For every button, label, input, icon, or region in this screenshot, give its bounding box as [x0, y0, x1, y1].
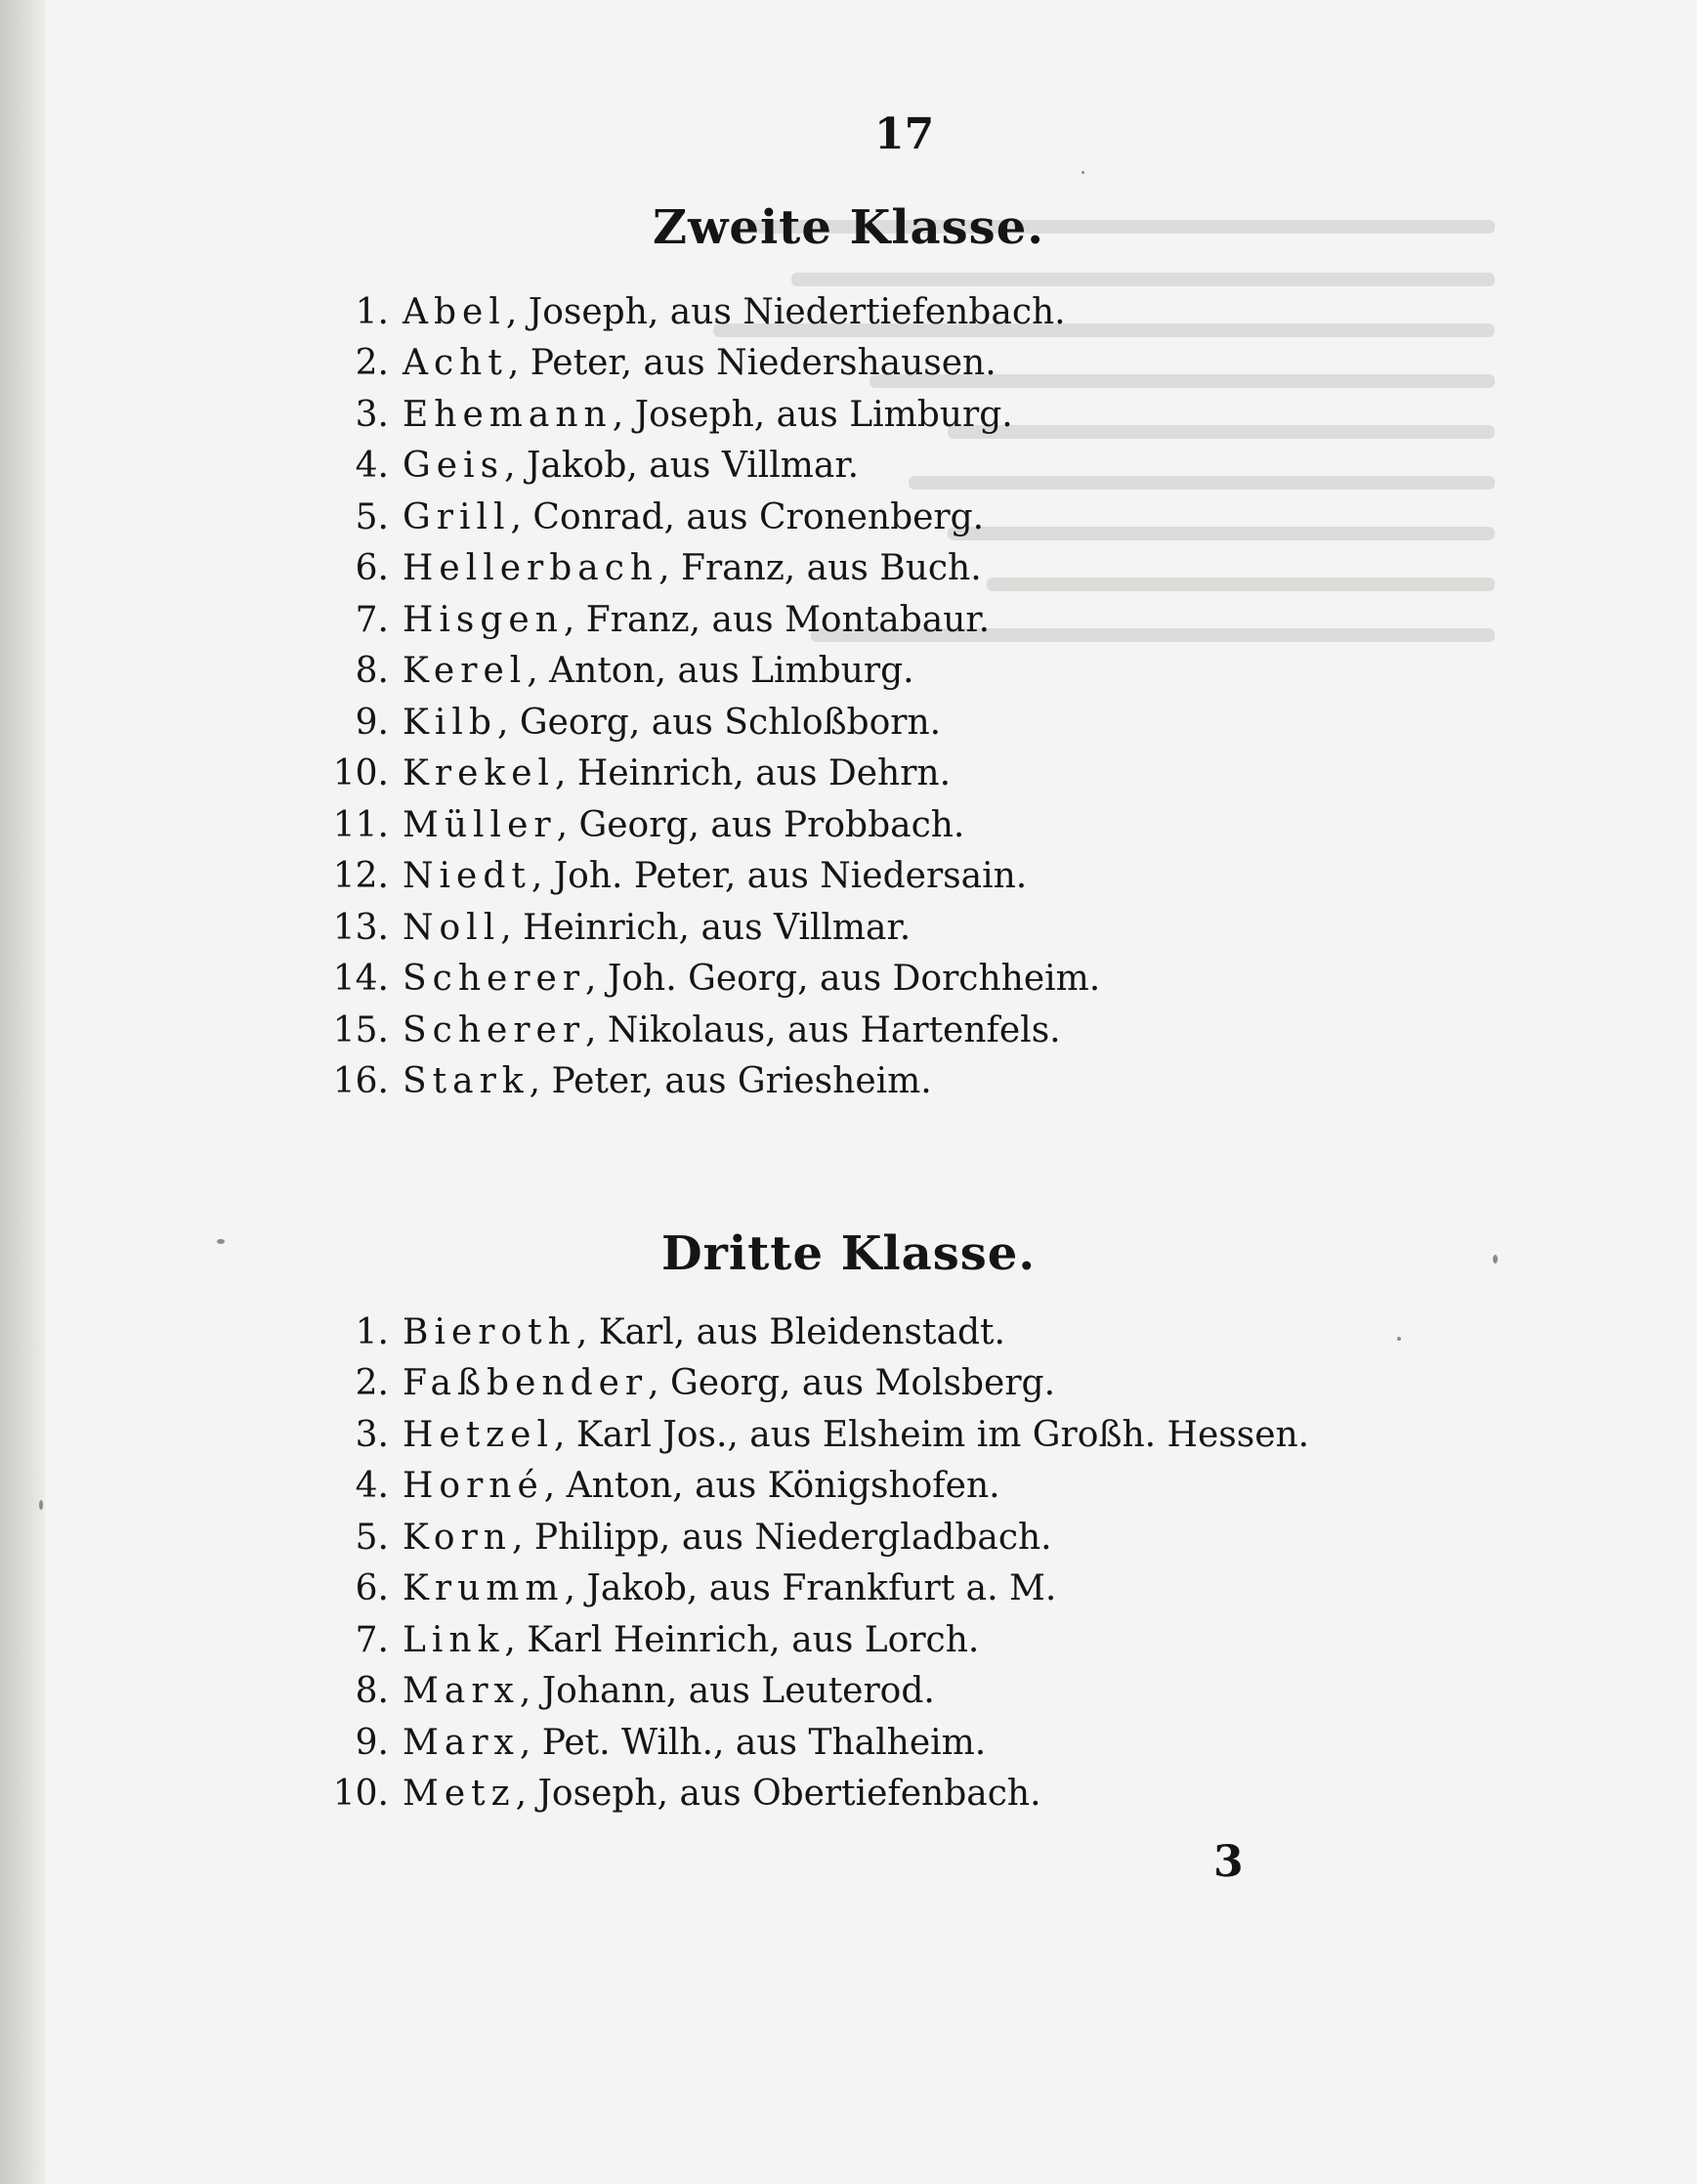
- entry-details: , Johann, aus Leuterod.: [519, 1671, 935, 1712]
- student-list-dritte-klasse: [322, 1306, 1309, 1820]
- list-item: [322, 954, 1100, 1006]
- entry-surname: Hisgen: [403, 599, 564, 640]
- entry-number: 12.: [332, 856, 389, 897]
- entry-surname: Abel: [403, 291, 506, 332]
- paper-speck: [1397, 1337, 1401, 1341]
- list-item: [322, 749, 1100, 800]
- entry-surname: Scherer: [403, 1009, 586, 1050]
- list-item: [322, 1358, 1309, 1410]
- entry-number: 14.: [332, 959, 389, 1000]
- list-item: [322, 1005, 1100, 1056]
- signature-mark: 3: [1213, 1837, 1244, 1887]
- list-item: [322, 1769, 1309, 1820]
- entry-surname: Niedt: [403, 856, 531, 897]
- entry-surname: Marx: [403, 1722, 520, 1763]
- entry-details: , Nikolaus, aus Hartenfels.: [585, 1009, 1061, 1050]
- paper-speck: [217, 1239, 225, 1244]
- entry-number: 8.: [355, 651, 389, 692]
- list-item: [322, 1461, 1309, 1513]
- entry-number: 4.: [355, 1466, 389, 1507]
- list-item: [322, 1306, 1309, 1358]
- entry-surname: Noll: [403, 907, 501, 948]
- entry-surname: Scherer: [403, 959, 586, 1000]
- entry-surname: Hetzel: [403, 1414, 554, 1455]
- entry-surname: Faßbender: [403, 1363, 649, 1404]
- page-number: 17: [874, 109, 935, 159]
- list-item: [322, 697, 1100, 749]
- entry-number: 3.: [355, 394, 389, 435]
- entry-number: 8.: [355, 1671, 389, 1712]
- section-heading-zweite-klasse: Zweite Klasse.: [653, 200, 1044, 255]
- entry-details: , Karl, aus Bleidenstadt.: [575, 1311, 1005, 1352]
- entry-number: 7.: [355, 1619, 389, 1660]
- entry-number: 6.: [355, 1568, 389, 1609]
- entry-details: , Anton, aus Limburg.: [527, 651, 914, 692]
- entry-details: , Heinrich, aus Dehrn.: [555, 753, 952, 794]
- list-item: [322, 1512, 1309, 1563]
- list-item: [322, 902, 1100, 954]
- entry-surname: Metz: [403, 1774, 516, 1815]
- entry-surname: Marx: [403, 1671, 520, 1712]
- paper-speck: [1082, 171, 1084, 174]
- entry-details: , Georg, aus Schloßborn.: [496, 702, 942, 743]
- entry-number: 10.: [332, 753, 389, 794]
- entry-number: 13.: [332, 907, 389, 948]
- entry-number: 2.: [355, 343, 389, 384]
- entry-details: , Anton, aus Königshofen.: [543, 1466, 1000, 1507]
- list-item: [322, 1056, 1100, 1108]
- entry-details: , Peter, aus Niedershausen.: [507, 343, 997, 384]
- section-heading-dritte-klasse: Dritte Klasse.: [660, 1226, 1037, 1281]
- list-item: [322, 389, 1100, 441]
- list-item: [322, 1614, 1309, 1666]
- entry-number: 7.: [355, 599, 389, 640]
- entry-number: 6.: [355, 548, 389, 589]
- entry-details: , Jakob, aus Villmar.: [504, 446, 860, 487]
- entry-surname: Acht: [403, 343, 508, 384]
- entry-details: , Georg, aus Probbach.: [556, 804, 965, 845]
- list-item: [322, 594, 1100, 646]
- entry-number: 1.: [355, 1311, 389, 1352]
- list-item: [322, 1563, 1309, 1615]
- entry-details: , Heinrich, aus Villmar.: [500, 907, 912, 948]
- list-item: [322, 1717, 1309, 1769]
- list-item: [322, 441, 1100, 492]
- entry-number: 4.: [355, 446, 389, 487]
- entry-details: , Franz, aus Montabaur.: [563, 599, 991, 640]
- entry-details: , Philipp, aus Niedergladbach.: [512, 1517, 1052, 1558]
- entry-details: , Franz, aus Buch.: [658, 548, 982, 589]
- entry-number: 16.: [332, 1061, 389, 1102]
- student-list-zweite-klasse: [322, 286, 1100, 1107]
- entry-number: 1.: [355, 291, 389, 332]
- entry-number: 9.: [355, 1722, 389, 1763]
- entry-surname: Kilb: [403, 702, 497, 743]
- page-gutter-shadow: [0, 0, 45, 2184]
- entry-surname: Link: [403, 1619, 505, 1660]
- entry-surname: Ehemann: [403, 394, 613, 435]
- entry-number: 10.: [332, 1774, 389, 1815]
- list-item: [322, 1666, 1309, 1718]
- entry-details: , Conrad, aus Cronenberg.: [510, 496, 985, 537]
- entry-details: , Joh. Peter, aus Niedersain.: [530, 856, 1028, 897]
- entry-surname: Hellerbach: [403, 548, 659, 589]
- entry-surname: Krumm: [403, 1568, 565, 1609]
- entry-surname: Grill: [403, 496, 511, 537]
- list-item: [322, 851, 1100, 903]
- list-item: [322, 646, 1100, 698]
- entry-surname: Müller: [403, 804, 557, 845]
- entry-details: , Joseph, aus Obertiefenbach.: [515, 1774, 1041, 1815]
- entry-surname: Stark: [403, 1061, 530, 1102]
- entry-details: , Karl Heinrich, aus Lorch.: [504, 1619, 980, 1660]
- entry-number: 5.: [355, 1517, 389, 1558]
- entry-number: 9.: [355, 702, 389, 743]
- list-item: [322, 799, 1100, 851]
- list-item: [322, 1409, 1309, 1461]
- entry-surname: Horné: [403, 1466, 544, 1507]
- list-item: [322, 338, 1100, 390]
- entry-number: 11.: [332, 804, 389, 845]
- entry-number: 2.: [355, 1363, 389, 1404]
- entry-number: 5.: [355, 496, 389, 537]
- paper-speck: [39, 1500, 43, 1510]
- entry-surname: Korn: [403, 1517, 512, 1558]
- entry-details: , Pet. Wilh., aus Thalheim.: [519, 1722, 987, 1763]
- list-item: [322, 543, 1100, 595]
- entry-surname: Bieroth: [403, 1311, 576, 1352]
- entry-details: , Joh. Georg, aus Dorchheim.: [585, 959, 1101, 1000]
- entry-number: 15.: [332, 1009, 389, 1050]
- entry-number: 3.: [355, 1414, 389, 1455]
- entry-details: , Georg, aus Molsberg.: [648, 1363, 1056, 1404]
- entry-details: , Joseph, aus Limburg.: [612, 394, 1013, 435]
- entry-details: , Jakob, aus Frankfurt a. M.: [564, 1568, 1057, 1609]
- entry-details: , Peter, aus Griesheim.: [529, 1061, 932, 1102]
- entry-surname: Kerel: [403, 651, 528, 692]
- list-item: [322, 286, 1100, 338]
- entry-surname: Geis: [403, 446, 505, 487]
- entry-surname: Krekel: [403, 753, 556, 794]
- entry-details: , Karl Jos., aus Elsheim im Großh. Hessen.: [553, 1414, 1310, 1455]
- list-item: [322, 492, 1100, 543]
- entry-details: , Joseph, aus Niedertiefenbach.: [505, 291, 1066, 332]
- paper-speck: [1493, 1255, 1498, 1263]
